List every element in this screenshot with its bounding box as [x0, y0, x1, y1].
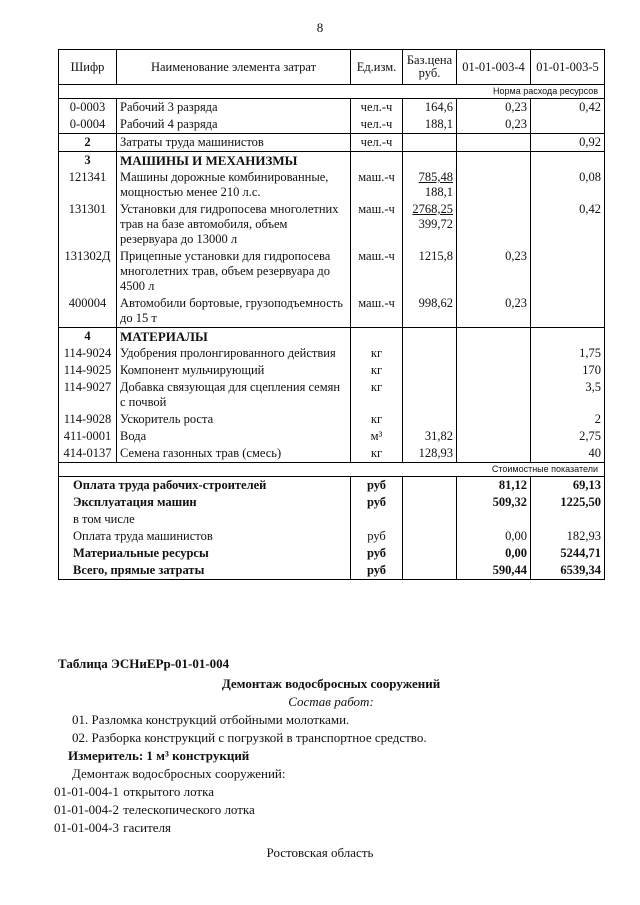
- row-value-col2: [531, 152, 605, 170]
- row-price: 31,82: [403, 428, 457, 445]
- summary-price: [403, 494, 457, 511]
- item-name: телескопического лотка: [123, 802, 255, 817]
- row-name: Семена газонных трав (смесь): [117, 445, 351, 463]
- item-code: 01-01-004-1: [54, 784, 119, 799]
- summary-row: [59, 477, 605, 495]
- row-value-col2: 2,75: [531, 428, 605, 445]
- row-value-col2: 170: [531, 362, 605, 379]
- summary-value-col2: [531, 511, 605, 528]
- summary-unit: руб: [351, 545, 403, 562]
- row-unit: чел.-ч: [351, 134, 403, 152]
- region-footer: Ростовская область: [266, 845, 374, 860]
- summary-label: Материальные ресурсы: [59, 545, 351, 562]
- row-value-col2: 3,5: [531, 379, 605, 411]
- row-unit: маш.-ч: [351, 169, 403, 201]
- item-list: [54, 783, 604, 837]
- row-value-col2: [531, 295, 605, 328]
- row-name: Прицепные установки для гидропосева многолетних трав, объем резервуара до 4500 л: [117, 248, 351, 295]
- summary-value-col1: [457, 511, 531, 528]
- summary-row: [59, 494, 605, 511]
- row-price: 128,93: [403, 445, 457, 463]
- row-name: МАТЕРИАЛЫ: [117, 328, 351, 346]
- row-unit: маш.-ч: [351, 201, 403, 248]
- row-value-col2: [531, 328, 605, 346]
- row-name: МАШИНЫ И МЕХАНИЗМЫ: [117, 152, 351, 170]
- summary-label: Всего, прямые затраты: [59, 562, 351, 580]
- row-price: [403, 362, 457, 379]
- table-row: [59, 169, 605, 201]
- summary-price: [403, 477, 457, 495]
- row-value-col2: [531, 116, 605, 134]
- row-name: Затраты труда машинистов: [117, 134, 351, 152]
- row-value-col2: 0,42: [531, 201, 605, 248]
- row-price-top: 2768,25: [412, 202, 453, 216]
- norm-label-row: [59, 85, 605, 99]
- row-value-col1: [457, 428, 531, 445]
- row-price: 164,6: [403, 99, 457, 117]
- row-name: Вода: [117, 428, 351, 445]
- row-value-col1: [457, 201, 531, 248]
- row-value-col2: 1,75: [531, 345, 605, 362]
- row-unit: [351, 328, 403, 346]
- list-heading: Демонтаж водосбросных сооружений:: [72, 766, 286, 781]
- row-price: [403, 134, 457, 152]
- summary-label: Эксплуатация машин: [59, 494, 351, 511]
- row-unit: кг: [351, 362, 403, 379]
- summary-value-col1: 0,00: [457, 528, 531, 545]
- row-value-col2: 40: [531, 445, 605, 463]
- cost-label: Стоимостные показатели: [59, 463, 605, 477]
- table-row: [59, 248, 605, 295]
- summary-unit: [351, 511, 403, 528]
- summary-value-col2: 69,13: [531, 477, 605, 495]
- summary-value-col2: 1225,50: [531, 494, 605, 511]
- list-item: [54, 783, 604, 801]
- header-col2: 01-01-003-5: [531, 50, 605, 85]
- row-code: 411-0001: [59, 428, 117, 445]
- row-value-col1: [457, 169, 531, 201]
- item-code: 01-01-004-3: [54, 820, 119, 835]
- row-value-col2: [531, 248, 605, 295]
- summary-price: [403, 562, 457, 580]
- row-unit: кг: [351, 411, 403, 428]
- row-name: Рабочий 3 разряда: [117, 99, 351, 117]
- page-number: 8: [316, 20, 324, 35]
- header-price: Баз.цена руб.: [403, 50, 457, 85]
- section-subtitle: Демонтаж водосбросных сооружений: [221, 676, 441, 691]
- row-unit: м³: [351, 428, 403, 445]
- table-row: [59, 345, 605, 362]
- row-unit: маш.-ч: [351, 295, 403, 328]
- summary-unit: руб: [351, 562, 403, 580]
- row-price: [403, 152, 457, 170]
- row-code: 0-0004: [59, 116, 117, 134]
- norm-label: Норма расхода ресурсов: [59, 85, 605, 99]
- row-value-col1: [457, 328, 531, 346]
- table-row: [59, 379, 605, 411]
- row-price: [403, 379, 457, 411]
- row-price: 1215,8: [403, 248, 457, 295]
- item-name: открытого лотка: [123, 784, 214, 799]
- row-name: Рабочий 4 разряда: [117, 116, 351, 134]
- row-price-bottom: 399,72: [418, 217, 453, 231]
- works-heading: Состав работ:: [288, 694, 374, 709]
- summary-value-col1: 590,44: [457, 562, 531, 580]
- table-row: [59, 152, 605, 170]
- summary-unit: руб: [351, 477, 403, 495]
- row-price: [403, 328, 457, 346]
- row-name: Автомобили бортовые, грузоподъемность до 15 т: [117, 295, 351, 328]
- row-unit: кг: [351, 445, 403, 463]
- row-code: 114-9027: [59, 379, 117, 411]
- row-name: Машины дорожные комбинированные, мощностью менее 210 л.с.: [117, 169, 351, 201]
- summary-value-col1: 509,32: [457, 494, 531, 511]
- row-code: 414-0137: [59, 445, 117, 463]
- row-value-col1: 0,23: [457, 248, 531, 295]
- row-value-col1: 0,23: [457, 116, 531, 134]
- summary-row: [59, 528, 605, 545]
- row-unit: кг: [351, 379, 403, 411]
- table-row: [59, 328, 605, 346]
- table-row: [59, 134, 605, 152]
- header-code: Шифр: [59, 50, 117, 85]
- summary-row: [59, 511, 605, 528]
- item-code: 01-01-004-2: [54, 802, 119, 817]
- row-price: 998,62: [403, 295, 457, 328]
- row-code: 4: [59, 328, 117, 346]
- row-code: 3: [59, 152, 117, 170]
- row-value-col1: [457, 379, 531, 411]
- row-price-top: 785,48: [418, 170, 453, 184]
- row-name: Ускоритель роста: [117, 411, 351, 428]
- row-value-col1: 0,23: [457, 295, 531, 328]
- summary-label: Оплата труда машинистов: [59, 528, 351, 545]
- row-code: 131301: [59, 201, 117, 248]
- row-value-col1: [457, 134, 531, 152]
- row-unit: маш.-ч: [351, 248, 403, 295]
- row-unit: чел.-ч: [351, 99, 403, 117]
- table-row: [59, 362, 605, 379]
- list-item: [54, 819, 604, 837]
- table-row: [59, 201, 605, 248]
- table-row: [59, 445, 605, 463]
- summary-unit: руб: [351, 528, 403, 545]
- row-code: 2: [59, 134, 117, 152]
- table-title: Таблица ЭСНиЕРр-01-01-004: [58, 656, 230, 671]
- summary-price: [403, 511, 457, 528]
- row-code: 114-9025: [59, 362, 117, 379]
- row-name: Установки для гидропосева многолетних трав на базе автомобиля, объем резервуара до 13000 л: [117, 201, 351, 248]
- row-code: 131302Д: [59, 248, 117, 295]
- row-name: Добавка связующая для сцепления семян с почвой: [117, 379, 351, 411]
- row-value-col2: 0,42: [531, 99, 605, 117]
- row-value-col1: [457, 362, 531, 379]
- summary-row: [59, 562, 605, 580]
- row-unit: кг: [351, 345, 403, 362]
- resource-table: [58, 49, 605, 580]
- row-price-bottom: 188,1: [424, 185, 453, 199]
- table-row: [59, 295, 605, 328]
- summary-value-col2: 182,93: [531, 528, 605, 545]
- row-price: [403, 411, 457, 428]
- row-value-col1: 0,23: [457, 99, 531, 117]
- section-block: [54, 655, 604, 837]
- row-price: [403, 201, 457, 248]
- row-value-col2: 2: [531, 411, 605, 428]
- row-unit: чел.-ч: [351, 116, 403, 134]
- row-code: 114-9024: [59, 345, 117, 362]
- row-code: 0-0003: [59, 99, 117, 117]
- row-name: Компонент мульчирующий: [117, 362, 351, 379]
- summary-price: [403, 528, 457, 545]
- summary-value-col2: 5244,71: [531, 545, 605, 562]
- summary-label: Оплата труда рабочих-строителей: [59, 477, 351, 495]
- table-row: [59, 116, 605, 134]
- table-header-row: [59, 50, 605, 85]
- work-item: 02. Разборка конструкций с погрузкой в транспортное средство.: [72, 730, 427, 745]
- row-value-col1: [457, 445, 531, 463]
- row-value-col1: [457, 411, 531, 428]
- summary-unit: руб: [351, 494, 403, 511]
- header-unit: Ед.изм.: [351, 50, 403, 85]
- row-value-col2: 0,08: [531, 169, 605, 201]
- item-name: гасителя: [123, 820, 171, 835]
- summary-value-col1: 0,00: [457, 545, 531, 562]
- row-value-col2: 0,92: [531, 134, 605, 152]
- cost-label-row: [59, 463, 605, 477]
- row-price: 188,1: [403, 116, 457, 134]
- table-row: [59, 428, 605, 445]
- summary-value-col1: 81,12: [457, 477, 531, 495]
- header-col1: 01-01-003-4: [457, 50, 531, 85]
- row-code: 400004: [59, 295, 117, 328]
- row-value-col1: [457, 345, 531, 362]
- work-item: 01. Разломка конструкций отбойными молотками.: [72, 712, 350, 727]
- table-row: [59, 411, 605, 428]
- summary-price: [403, 545, 457, 562]
- row-price: [403, 345, 457, 362]
- list-item: [54, 801, 604, 819]
- summary-value-col2: 6539,34: [531, 562, 605, 580]
- row-code: 121341: [59, 169, 117, 201]
- row-unit: [351, 152, 403, 170]
- summary-row: [59, 545, 605, 562]
- row-value-col1: [457, 152, 531, 170]
- table-row: [59, 99, 605, 117]
- summary-label: в том числе: [59, 511, 351, 528]
- row-code: 114-9028: [59, 411, 117, 428]
- row-price: [403, 169, 457, 201]
- row-name: Удобрения пролонгированного действия: [117, 345, 351, 362]
- measure-unit: Измеритель: 1 м³ конструкций: [68, 748, 250, 763]
- header-name: Наименование элемента затрат: [117, 50, 351, 85]
